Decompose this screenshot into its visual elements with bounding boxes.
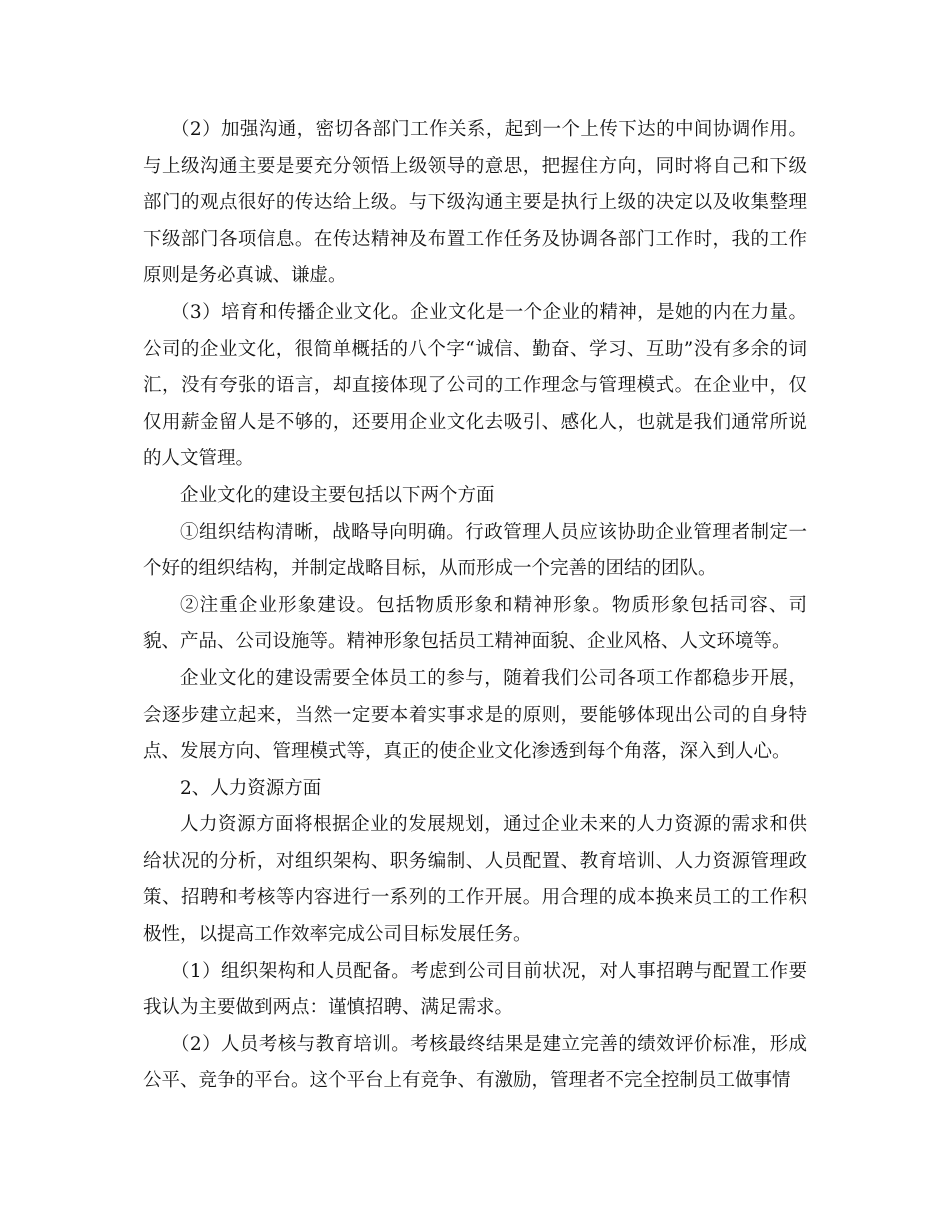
paragraph-culture-two-aspects: 企业文化的建设主要包括以下两个方面 [180, 484, 495, 506]
paragraph-assessment-training: （2）人员考核与教育培训。考核最终结果是建立完善的绩效评价标准，形成公平、竞争的平台。这个平台上有竞争、有激励，管理者不完全控制员工做事情 [143, 1033, 807, 1092]
paragraph-organization-structure: ①组织结构清晰，战略导向明确。行政管理人员应该协助企业管理者制定一个好的组织结构，并制定战略目标，从而形成一个完善的团结的团队。 [143, 521, 807, 580]
paragraph-hr-planning: 人力资源方面将根据企业的发展规划，通过企业未来的人力资源的需求和供给状况的分析，对组织架构、职务编制、人员配置、教育培训、人力资源管理政策、招聘和考核等内容进行一系列的工作开展。用合理的成本换来员工的工作积极性，以提高工作效率完成公司目标发展任务。 [143, 814, 807, 946]
paragraph-organization-staffing: （1）组织架构和人员配备。考虑到公司目前状况，对人事招聘与配置工作要我认为主要做到两点：谨慎招聘、满足需求。 [143, 960, 807, 1019]
paragraph-strengthen-communication: （2）加强沟通，密切各部门工作关系，起到一个上传下达的中间协调作用。与上级沟通主要是要充分领悟上级领导的意思，把握住方向，同时将自己和下级部门的观点很好的传达给上级。与下级沟通主要是执行上级的决定以及收集整理下级部门各项信息。在传达精神及布置工作任务及协调各部门工作时，我的工作原则是务必真诚、谦虚。 [143, 119, 807, 287]
section-heading-human-resources: 2、人力资源方面 [180, 777, 322, 799]
paragraph-corporate-image: ②注重企业形象建设。包括物质形象和精神形象。物质形象包括司容、司貌、产品、公司设施等。精神形象包括员工精神面貌、企业风格、人文环境等。 [143, 594, 807, 653]
paragraph-corporate-culture: （3）培育和传播企业文化。企业文化是一个企业的精神，是她的内在力量。公司的企业文化，很简单概括的八个字“诚信、勤奋、学习、互助”没有多余的词汇，没有夸张的语言，却直接体现了公司的工作理念与管理模式。在企业中，仅仅用薪金留人是不够的，还要用企业文化去吸引、感化人，也就是我们通常所说的人文管理。 [143, 301, 807, 470]
document-body [143, 112, 807, 1100]
paragraph-culture-participation: 企业文化的建设需要全体员工的参与，随着我们公司各项工作都稳步开展，会逐步建立起来，当然一定要本着实事求是的原则，要能够体现出公司的自身特点、发展方向、管理模式等，真正的使企业文化渗透到每个角落，深入到人心。 [143, 667, 807, 763]
